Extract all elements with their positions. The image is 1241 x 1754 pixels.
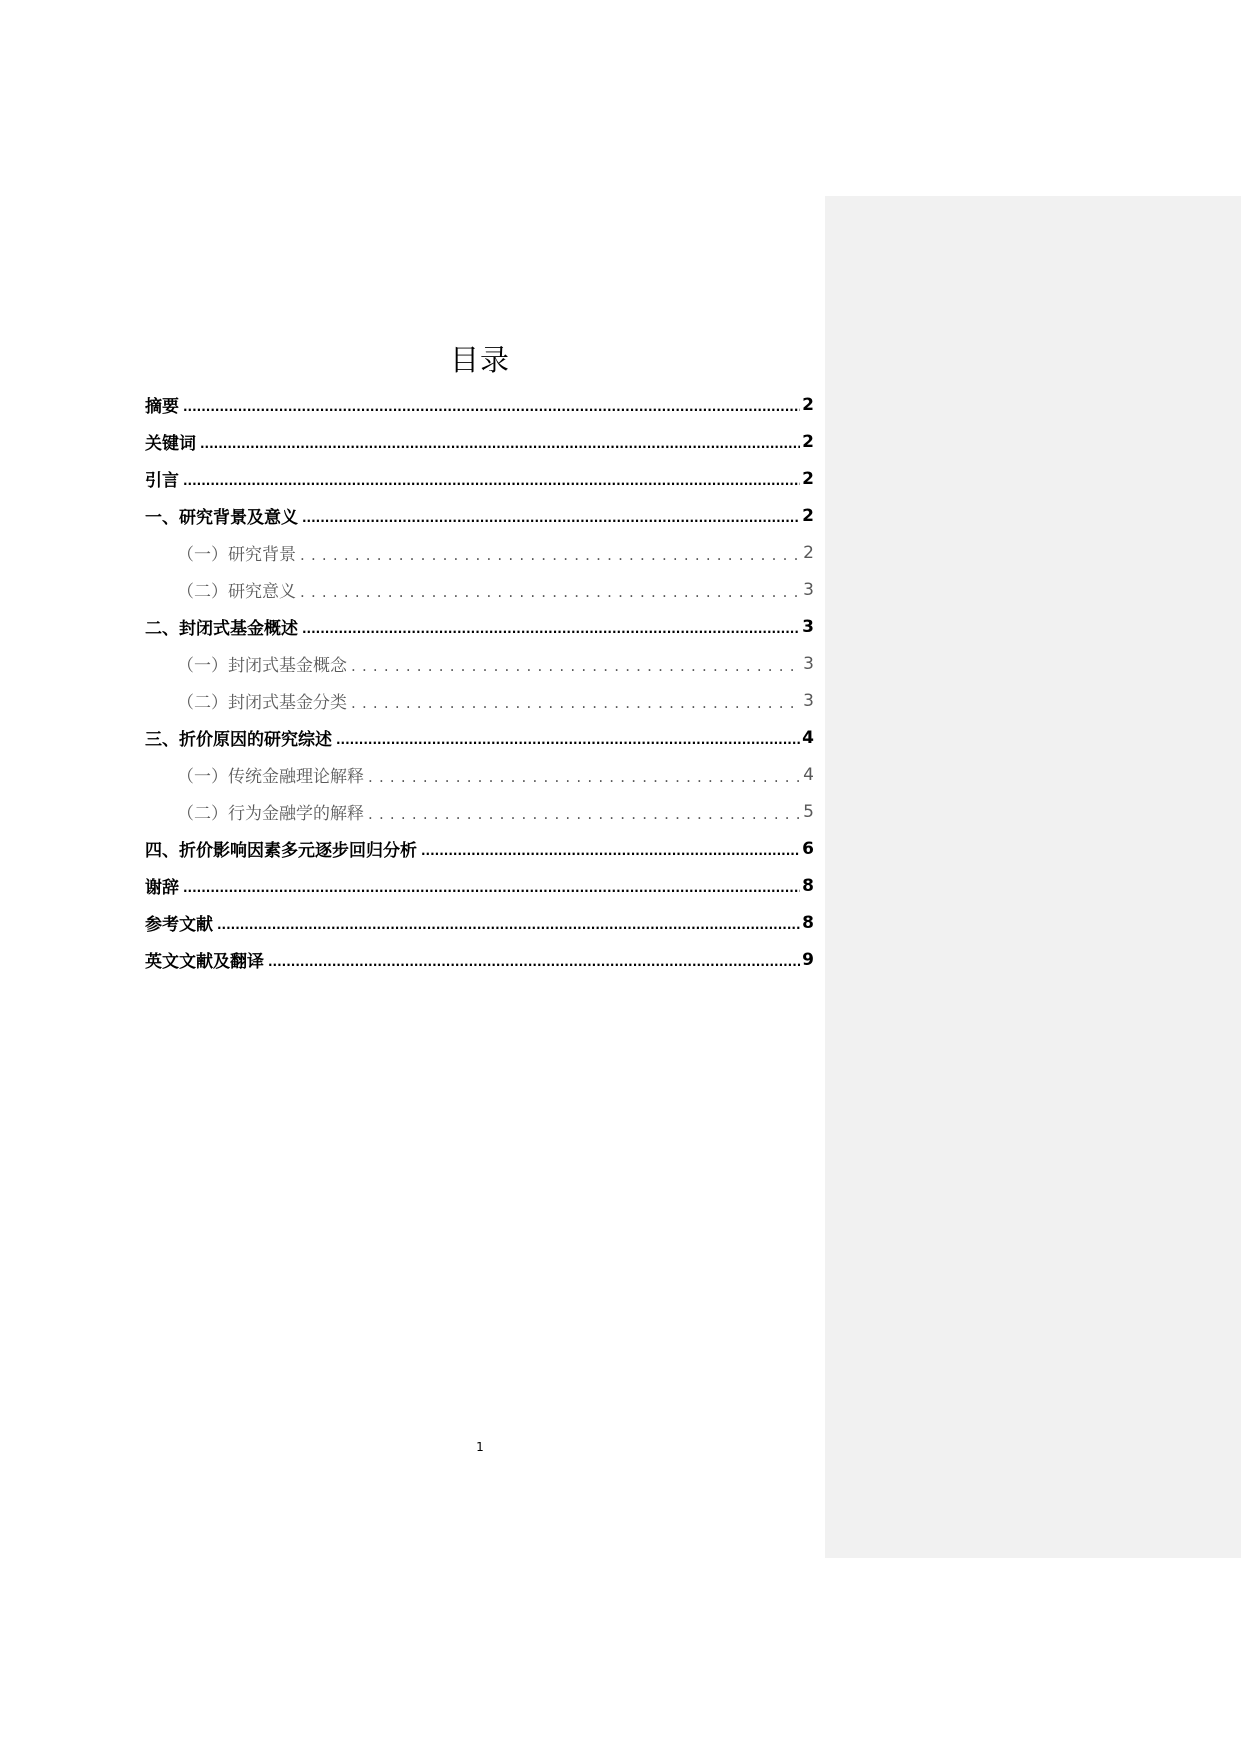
toc-entry-keywords[interactable] — [145, 423, 814, 460]
comment-pane — [825, 196, 1241, 1558]
toc-entry-page: 4 — [802, 727, 814, 748]
toc-leader-dots — [300, 546, 801, 564]
toc-entry-label: 四、折价影响因素多元逐步回归分析 — [145, 841, 417, 861]
toc-entry-label: 摘要 — [145, 397, 179, 417]
toc-entry-acknowledgements[interactable] — [145, 867, 814, 904]
toc-entry-label: 谢辞 — [145, 878, 179, 898]
page-number: 1 — [476, 1440, 484, 1454]
toc-leader-dots — [421, 842, 800, 860]
toc-leader-dots — [302, 509, 800, 527]
toc-title: 目录 — [449, 343, 510, 377]
toc-entry-introduction[interactable] — [145, 460, 814, 497]
toc-leader-dots — [351, 694, 801, 712]
toc-entry-section-1-2[interactable] — [145, 571, 814, 608]
toc-entry-page: 8 — [802, 875, 814, 896]
toc-leader-dots — [183, 398, 800, 416]
toc-entry-section-3-2[interactable] — [145, 793, 814, 830]
toc-leader-dots — [183, 879, 800, 897]
toc-leader-dots — [336, 731, 800, 749]
toc-entry-label: 参考文献 — [145, 915, 213, 935]
toc-entry-label: 一、研究背景及意义 — [145, 508, 298, 528]
toc-entry-page: 2 — [803, 542, 814, 563]
table-of-contents — [145, 386, 814, 978]
toc-leader-dots — [351, 657, 801, 675]
toc-entry-section-3[interactable] — [145, 719, 814, 756]
toc-leader-dots — [368, 805, 801, 823]
toc-entry-page: 8 — [802, 912, 814, 933]
toc-entry-references[interactable] — [145, 904, 814, 941]
toc-leader-dots — [368, 768, 801, 786]
toc-entry-label: （一）研究背景 — [177, 545, 296, 565]
toc-entry-section-3-1[interactable] — [145, 756, 814, 793]
toc-entry-label: 英文文献及翻译 — [145, 952, 264, 972]
toc-leader-dots — [217, 916, 800, 934]
toc-entry-page: 3 — [803, 579, 814, 600]
toc-entry-page: 4 — [803, 764, 814, 785]
toc-entry-label: 关键词 — [145, 434, 196, 454]
toc-entry-page: 2 — [802, 468, 814, 489]
toc-entry-page: 3 — [802, 616, 814, 637]
toc-entry-label: （二）行为金融学的解释 — [177, 804, 364, 824]
toc-entry-page: 2 — [802, 394, 814, 415]
toc-entry-label: （二）研究意义 — [177, 582, 296, 602]
toc-entry-english-literature[interactable] — [145, 941, 814, 978]
toc-entry-page: 2 — [802, 431, 814, 452]
toc-entry-label: （二）封闭式基金分类 — [177, 693, 347, 713]
toc-entry-label: （一）传统金融理论解释 — [177, 767, 364, 787]
toc-leader-dots — [268, 953, 800, 971]
toc-entry-label: （一）封闭式基金概念 — [177, 656, 347, 676]
toc-entry-section-1[interactable] — [145, 497, 814, 534]
toc-leader-dots — [300, 583, 801, 601]
toc-entry-page: 6 — [802, 838, 814, 859]
toc-leader-dots — [183, 472, 800, 490]
toc-entry-label: 三、折价原因的研究综述 — [145, 730, 332, 750]
toc-entry-section-2-1[interactable] — [145, 645, 814, 682]
toc-entry-section-2[interactable] — [145, 608, 814, 645]
toc-entry-label: 二、封闭式基金概述 — [145, 619, 298, 639]
toc-entry-page: 3 — [803, 653, 814, 674]
toc-entry-page: 3 — [803, 690, 814, 711]
toc-entry-abstract[interactable] — [145, 386, 814, 423]
toc-entry-section-4[interactable] — [145, 830, 814, 867]
toc-entry-page: 9 — [802, 949, 814, 970]
toc-entry-section-1-1[interactable] — [145, 534, 814, 571]
toc-entry-label: 引言 — [145, 471, 179, 491]
toc-entry-page: 2 — [802, 505, 814, 526]
toc-leader-dots — [200, 435, 800, 453]
toc-leader-dots — [302, 620, 800, 638]
toc-entry-section-2-2[interactable] — [145, 682, 814, 719]
toc-entry-page: 5 — [803, 801, 814, 822]
